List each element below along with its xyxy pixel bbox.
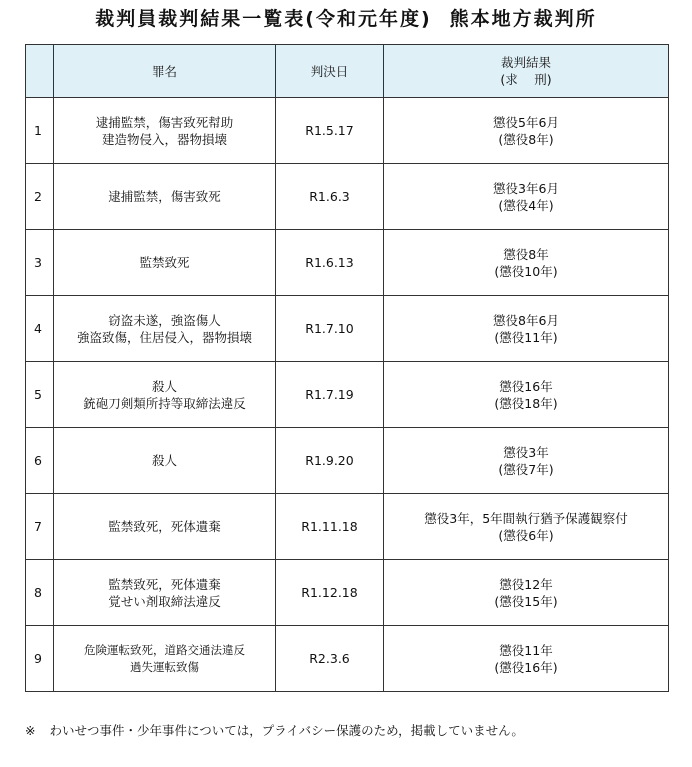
page-title <box>0 4 692 31</box>
sentence: 懲役11年 <box>499 642 553 658</box>
sentence: 懲役5年6月 <box>493 114 559 130</box>
demand: (懲役4年) <box>498 197 554 213</box>
row-date: R1.6.3 <box>276 164 384 230</box>
charge-line: 建造物侵入，器物損壊 <box>101 131 227 147</box>
row-date: R1.7.10 <box>276 296 384 362</box>
row-number: 6 <box>26 428 54 494</box>
row-charge <box>54 98 276 164</box>
sentence: 懲役16年 <box>499 378 553 394</box>
charge-line: 殺人 <box>151 378 177 394</box>
row-number: 9 <box>26 626 54 692</box>
row-charge <box>54 230 276 296</box>
verdict-table <box>25 44 669 692</box>
demand: (懲役15年) <box>494 593 558 609</box>
note-text: わいせつ事件・少年事件については，プライバシー保護のため，掲載していません。 <box>49 723 524 738</box>
row-result <box>384 626 669 692</box>
row-number: 3 <box>26 230 54 296</box>
table-row <box>26 428 669 494</box>
table-row <box>26 230 669 296</box>
row-date: R1.12.18 <box>276 560 384 626</box>
charge-line: 監禁致死，死体遺棄 <box>108 519 221 534</box>
charge-line: 逮捕監禁，傷害致死幇助 <box>95 114 234 130</box>
row-result <box>384 560 669 626</box>
sentence: 懲役3年，5年間執行猶予保護観察付 <box>424 510 628 526</box>
demand: (懲役16年) <box>494 659 558 675</box>
table-header-row <box>26 45 669 98</box>
row-number: 2 <box>26 164 54 230</box>
sentence: 懲役3年 <box>503 444 549 460</box>
row-number: 1 <box>26 98 54 164</box>
demand: (懲役18年) <box>494 395 558 411</box>
demand: (懲役7年) <box>498 461 554 477</box>
demand: (懲役10年) <box>494 263 558 279</box>
table-row <box>26 164 669 230</box>
row-result <box>384 230 669 296</box>
row-date: R1.7.19 <box>276 362 384 428</box>
header-charge: 罪名 <box>54 45 276 98</box>
row-result <box>384 98 669 164</box>
row-charge <box>54 626 276 692</box>
header-demand-label: (求 刑) <box>500 72 552 87</box>
court-name: 熊本地方裁判所 <box>449 8 597 30</box>
sentence: 懲役3年6月 <box>493 180 559 196</box>
table-row <box>26 494 669 560</box>
header-date: 判決日 <box>276 45 384 98</box>
row-number: 7 <box>26 494 54 560</box>
footnote <box>25 721 524 739</box>
row-date: R1.9.20 <box>276 428 384 494</box>
row-number: 4 <box>26 296 54 362</box>
table-row <box>26 98 669 164</box>
charge-line: 銃砲刀剣類所持等取締法違反 <box>83 395 246 411</box>
note-mark: ※ <box>25 723 36 738</box>
row-date: R1.5.17 <box>276 98 384 164</box>
table-row <box>26 626 669 692</box>
row-date: R1.6.13 <box>276 230 384 296</box>
charge-line: 監禁致死，死体遺棄 <box>108 576 221 592</box>
charge-line: 危険運転致死，道路交通法違反 <box>84 642 245 657</box>
sentence: 懲役12年 <box>499 576 553 592</box>
charge-line: 覚せい剤取締法違反 <box>108 593 221 609</box>
table-row <box>26 296 669 362</box>
demand: (懲役6年) <box>498 527 554 543</box>
row-charge <box>54 362 276 428</box>
charge-line: 窃盗未遂，強盗傷人 <box>108 312 221 328</box>
charge-line: 過失運転致傷 <box>130 659 199 674</box>
row-result <box>384 296 669 362</box>
row-date: R1.11.18 <box>276 494 384 560</box>
row-charge <box>54 560 276 626</box>
demand: (懲役11年) <box>494 329 558 345</box>
charge-line: 逮捕監禁，傷害致死 <box>108 189 221 204</box>
table-row <box>26 362 669 428</box>
row-charge <box>54 494 276 560</box>
header-no <box>26 45 54 98</box>
row-number: 5 <box>26 362 54 428</box>
row-result <box>384 428 669 494</box>
header-result <box>384 45 669 98</box>
row-charge <box>54 164 276 230</box>
row-charge <box>54 428 276 494</box>
charge-line: 監禁致死 <box>139 255 190 270</box>
row-date: R2.3.6 <box>276 626 384 692</box>
row-result <box>384 164 669 230</box>
row-number: 8 <box>26 560 54 626</box>
row-charge <box>54 296 276 362</box>
charge-line: 殺人 <box>151 453 177 468</box>
charge-line: 強盗致傷，住居侵入，器物損壊 <box>76 329 252 345</box>
table-row <box>26 560 669 626</box>
title-main: 裁判員裁判結果一覧表(令和元年度) <box>95 8 432 30</box>
sentence: 懲役8年 <box>503 246 549 262</box>
row-result <box>384 362 669 428</box>
row-result <box>384 494 669 560</box>
sentence: 懲役8年6月 <box>493 312 559 328</box>
header-result-label: 裁判結果 <box>500 55 551 70</box>
demand: (懲役8年) <box>498 131 554 147</box>
